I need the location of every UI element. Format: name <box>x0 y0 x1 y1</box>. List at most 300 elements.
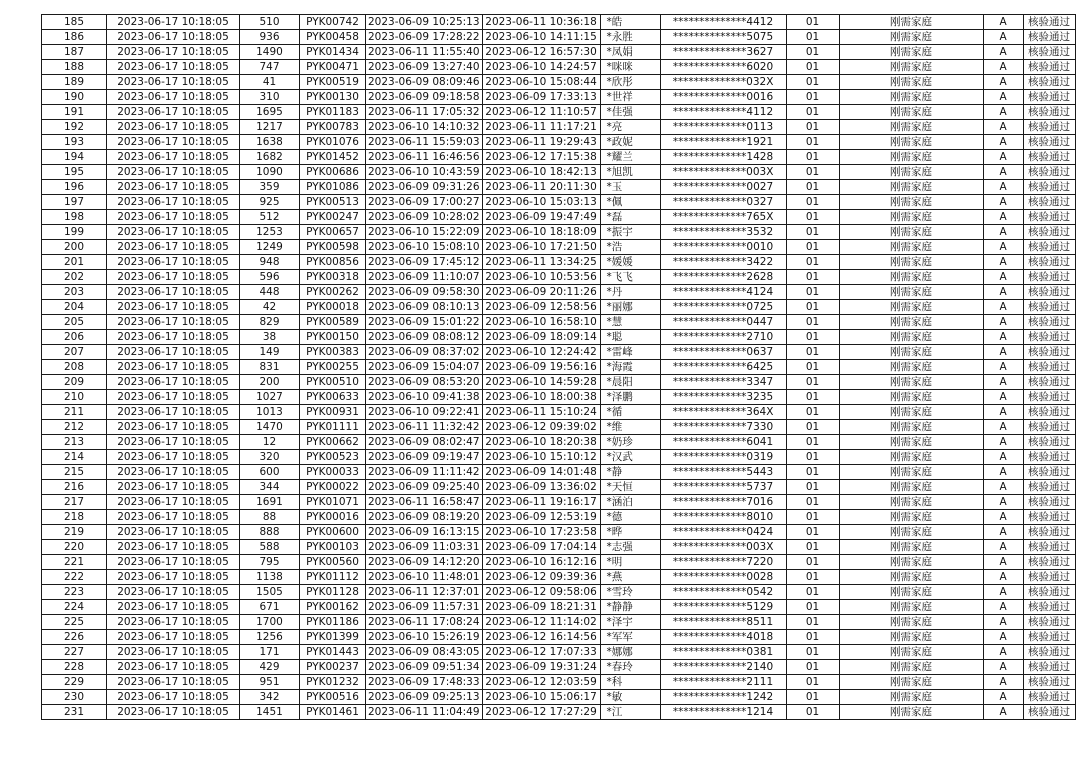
registration-id-cell: PYK00686 <box>300 165 366 180</box>
submit-time-cell: 2023-06-09 13:27:40 <box>366 60 483 75</box>
member-count-cell: 01 <box>786 315 839 330</box>
grade-cell: A <box>983 630 1023 645</box>
id-number-cell: **************0725 <box>660 300 786 315</box>
lottery-time-cell: 2023-06-17 10:18:05 <box>107 465 240 480</box>
submit-time-cell: 2023-06-11 11:55:40 <box>366 45 483 60</box>
seq-cell: 217 <box>42 495 107 510</box>
ticket-number-cell: 829 <box>240 315 300 330</box>
ticket-number-cell: 429 <box>240 660 300 675</box>
lottery-time-cell: 2023-06-17 10:18:05 <box>107 360 240 375</box>
seq-cell: 190 <box>42 90 107 105</box>
seq-cell: 209 <box>42 375 107 390</box>
lottery-time-cell: 2023-06-17 10:18:05 <box>107 555 240 570</box>
ticket-number-cell: 512 <box>240 210 300 225</box>
applicant-name-cell: *静 <box>600 465 660 480</box>
id-number-cell: **************0319 <box>660 450 786 465</box>
lottery-time-cell: 2023-06-17 10:18:05 <box>107 105 240 120</box>
review-time-cell: 2023-06-10 18:18:09 <box>482 225 600 240</box>
grade-cell: A <box>983 675 1023 690</box>
grade-cell: A <box>983 330 1023 345</box>
review-time-cell: 2023-06-12 09:39:36 <box>482 570 600 585</box>
registration-id-cell: PYK00516 <box>300 690 366 705</box>
applicant-name-cell: *丹 <box>600 285 660 300</box>
grade-cell: A <box>983 405 1023 420</box>
member-count-cell: 01 <box>786 660 839 675</box>
applicant-name-cell: *奶珍 <box>600 435 660 450</box>
member-count-cell: 01 <box>786 45 839 60</box>
table-row <box>42 15 1076 30</box>
ticket-number-cell: 831 <box>240 360 300 375</box>
ticket-number-cell: 1013 <box>240 405 300 420</box>
seq-cell: 208 <box>42 360 107 375</box>
seq-cell: 203 <box>42 285 107 300</box>
household-type-cell: 刚需家庭 <box>839 105 983 120</box>
id-number-cell: **************5075 <box>660 30 786 45</box>
lottery-time-cell: 2023-06-17 10:18:05 <box>107 645 240 660</box>
household-type-cell: 刚需家庭 <box>839 675 983 690</box>
verification-status-cell: 核验通过 <box>1023 570 1075 585</box>
ticket-number-cell: 936 <box>240 30 300 45</box>
verification-status-cell: 核验通过 <box>1023 495 1075 510</box>
registration-id-cell: PYK00458 <box>300 30 366 45</box>
submit-time-cell: 2023-06-09 17:28:22 <box>366 30 483 45</box>
lottery-time-cell: 2023-06-17 10:18:05 <box>107 120 240 135</box>
table-row <box>42 240 1076 255</box>
review-time-cell: 2023-06-12 09:39:02 <box>482 420 600 435</box>
grade-cell: A <box>983 420 1023 435</box>
review-time-cell: 2023-06-11 20:11:30 <box>482 180 600 195</box>
table-row <box>42 120 1076 135</box>
seq-cell: 198 <box>42 210 107 225</box>
seq-cell: 224 <box>42 600 107 615</box>
registration-id-cell: PYK00318 <box>300 270 366 285</box>
submit-time-cell: 2023-06-09 11:10:07 <box>366 270 483 285</box>
id-number-cell: **************0424 <box>660 525 786 540</box>
table-row <box>42 615 1076 630</box>
id-number-cell: **************1242 <box>660 690 786 705</box>
member-count-cell: 01 <box>786 495 839 510</box>
submit-time-cell: 2023-06-09 16:13:15 <box>366 525 483 540</box>
applicant-name-cell: *静静 <box>600 600 660 615</box>
lottery-time-cell: 2023-06-17 10:18:05 <box>107 345 240 360</box>
seq-cell: 195 <box>42 165 107 180</box>
grade-cell: A <box>983 690 1023 705</box>
grade-cell: A <box>983 360 1023 375</box>
seq-cell: 201 <box>42 255 107 270</box>
grade-cell: A <box>983 255 1023 270</box>
id-number-cell: **************3347 <box>660 375 786 390</box>
id-number-cell: **************2140 <box>660 660 786 675</box>
id-number-cell: **************5737 <box>660 480 786 495</box>
member-count-cell: 01 <box>786 150 839 165</box>
ticket-number-cell: 925 <box>240 195 300 210</box>
review-time-cell: 2023-06-09 13:36:02 <box>482 480 600 495</box>
household-type-cell: 刚需家庭 <box>839 585 983 600</box>
lottery-time-cell: 2023-06-17 10:18:05 <box>107 330 240 345</box>
submit-time-cell: 2023-06-10 15:08:10 <box>366 240 483 255</box>
submit-time-cell: 2023-06-09 15:04:07 <box>366 360 483 375</box>
household-type-cell: 刚需家庭 <box>839 210 983 225</box>
submit-time-cell: 2023-06-10 09:22:41 <box>366 405 483 420</box>
seq-cell: 199 <box>42 225 107 240</box>
household-type-cell: 刚需家庭 <box>839 345 983 360</box>
verification-status-cell: 核验通过 <box>1023 450 1075 465</box>
lottery-time-cell: 2023-06-17 10:18:05 <box>107 165 240 180</box>
household-type-cell: 刚需家庭 <box>839 540 983 555</box>
id-number-cell: **************0637 <box>660 345 786 360</box>
seq-cell: 207 <box>42 345 107 360</box>
table-row <box>42 150 1076 165</box>
ticket-number-cell: 1490 <box>240 45 300 60</box>
member-count-cell: 01 <box>786 630 839 645</box>
lottery-time-cell: 2023-06-17 10:18:05 <box>107 405 240 420</box>
grade-cell: A <box>983 300 1023 315</box>
applicant-name-cell: *永胜 <box>600 30 660 45</box>
review-time-cell: 2023-06-10 14:11:15 <box>482 30 600 45</box>
lottery-time-cell: 2023-06-17 10:18:05 <box>107 525 240 540</box>
household-type-cell: 刚需家庭 <box>839 465 983 480</box>
table-row <box>42 195 1076 210</box>
grade-cell: A <box>983 450 1023 465</box>
id-number-cell: **************8511 <box>660 615 786 630</box>
lottery-time-cell: 2023-06-17 10:18:05 <box>107 420 240 435</box>
grade-cell: A <box>983 540 1023 555</box>
grade-cell: A <box>983 90 1023 105</box>
seq-cell: 189 <box>42 75 107 90</box>
registration-id-cell: PYK00022 <box>300 480 366 495</box>
id-number-cell: **************8010 <box>660 510 786 525</box>
id-number-cell: **************0010 <box>660 240 786 255</box>
lottery-time-cell: 2023-06-17 10:18:05 <box>107 255 240 270</box>
lottery-time-cell: 2023-06-17 10:18:05 <box>107 435 240 450</box>
lottery-time-cell: 2023-06-17 10:18:05 <box>107 150 240 165</box>
applicant-name-cell: *泽鹏 <box>600 390 660 405</box>
ticket-number-cell: 448 <box>240 285 300 300</box>
member-count-cell: 01 <box>786 120 839 135</box>
seq-cell: 193 <box>42 135 107 150</box>
registration-id-cell: PYK01434 <box>300 45 366 60</box>
review-time-cell: 2023-06-10 12:24:42 <box>482 345 600 360</box>
verification-status-cell: 核验通过 <box>1023 240 1075 255</box>
member-count-cell: 01 <box>786 675 839 690</box>
verification-status-cell: 核验通过 <box>1023 300 1075 315</box>
seq-cell: 213 <box>42 435 107 450</box>
review-time-cell: 2023-06-09 19:47:49 <box>482 210 600 225</box>
seq-cell: 186 <box>42 30 107 45</box>
applicant-name-cell: *晔 <box>600 525 660 540</box>
household-type-cell: 刚需家庭 <box>839 570 983 585</box>
table-row <box>42 360 1076 375</box>
submit-time-cell: 2023-06-09 09:19:47 <box>366 450 483 465</box>
member-count-cell: 01 <box>786 60 839 75</box>
member-count-cell: 01 <box>786 525 839 540</box>
grade-cell: A <box>983 225 1023 240</box>
grade-cell: A <box>983 30 1023 45</box>
applicant-name-cell: *丽娜 <box>600 300 660 315</box>
verification-status-cell: 核验通过 <box>1023 540 1075 555</box>
submit-time-cell: 2023-06-09 08:02:47 <box>366 435 483 450</box>
submit-time-cell: 2023-06-11 15:59:03 <box>366 135 483 150</box>
id-number-cell: **************765X <box>660 210 786 225</box>
applicant-name-cell: *凤娟 <box>600 45 660 60</box>
registration-id-cell: PYK00633 <box>300 390 366 405</box>
applicant-name-cell: *世祥 <box>600 90 660 105</box>
member-count-cell: 01 <box>786 240 839 255</box>
id-number-cell: **************0027 <box>660 180 786 195</box>
table-row <box>42 90 1076 105</box>
ticket-number-cell: 1505 <box>240 585 300 600</box>
applicant-name-cell: *循 <box>600 405 660 420</box>
applicant-name-cell: *玉 <box>600 180 660 195</box>
grade-cell: A <box>983 510 1023 525</box>
ticket-number-cell: 1249 <box>240 240 300 255</box>
seq-cell: 227 <box>42 645 107 660</box>
id-number-cell: **************0327 <box>660 195 786 210</box>
seq-cell: 194 <box>42 150 107 165</box>
submit-time-cell: 2023-06-09 17:48:33 <box>366 675 483 690</box>
id-number-cell: **************032X <box>660 75 786 90</box>
submit-time-cell: 2023-06-09 09:58:30 <box>366 285 483 300</box>
verification-status-cell: 核验通过 <box>1023 525 1075 540</box>
applicant-name-cell: *燕 <box>600 570 660 585</box>
lottery-time-cell: 2023-06-17 10:18:05 <box>107 495 240 510</box>
review-time-cell: 2023-06-10 17:21:50 <box>482 240 600 255</box>
seq-cell: 231 <box>42 705 107 720</box>
member-count-cell: 01 <box>786 375 839 390</box>
registration-id-cell: PYK01076 <box>300 135 366 150</box>
seq-cell: 202 <box>42 270 107 285</box>
registration-id-cell: PYK00033 <box>300 465 366 480</box>
ticket-number-cell: 1470 <box>240 420 300 435</box>
review-time-cell: 2023-06-12 16:14:56 <box>482 630 600 645</box>
seq-cell: 219 <box>42 525 107 540</box>
member-count-cell: 01 <box>786 105 839 120</box>
member-count-cell: 01 <box>786 450 839 465</box>
household-type-cell: 刚需家庭 <box>839 315 983 330</box>
ticket-number-cell: 948 <box>240 255 300 270</box>
lottery-time-cell: 2023-06-17 10:18:05 <box>107 180 240 195</box>
applicant-name-cell: *海霞 <box>600 360 660 375</box>
registration-id-cell: PYK00519 <box>300 75 366 90</box>
table-row <box>42 660 1076 675</box>
seq-cell: 229 <box>42 675 107 690</box>
ticket-number-cell: 1027 <box>240 390 300 405</box>
grade-cell: A <box>983 345 1023 360</box>
verification-status-cell: 核验通过 <box>1023 165 1075 180</box>
submit-time-cell: 2023-06-11 16:58:47 <box>366 495 483 510</box>
lottery-time-cell: 2023-06-17 10:18:05 <box>107 375 240 390</box>
review-time-cell: 2023-06-11 11:17:21 <box>482 120 600 135</box>
id-number-cell: **************003X <box>660 165 786 180</box>
household-type-cell: 刚需家庭 <box>839 255 983 270</box>
applicant-name-cell: *军军 <box>600 630 660 645</box>
grade-cell: A <box>983 180 1023 195</box>
grade-cell: A <box>983 270 1023 285</box>
submit-time-cell: 2023-06-11 17:05:32 <box>366 105 483 120</box>
lottery-time-cell: 2023-06-17 10:18:05 <box>107 195 240 210</box>
registration-id-cell: PYK00513 <box>300 195 366 210</box>
ticket-number-cell: 1695 <box>240 105 300 120</box>
table-row <box>42 390 1076 405</box>
ticket-number-cell: 1451 <box>240 705 300 720</box>
grade-cell: A <box>983 105 1023 120</box>
review-time-cell: 2023-06-11 10:36:18 <box>482 15 600 30</box>
submit-time-cell: 2023-06-09 09:25:13 <box>366 690 483 705</box>
table-row <box>42 60 1076 75</box>
verification-status-cell: 核验通过 <box>1023 645 1075 660</box>
household-type-cell: 刚需家庭 <box>839 435 983 450</box>
household-type-cell: 刚需家庭 <box>839 330 983 345</box>
ticket-number-cell: 200 <box>240 375 300 390</box>
ticket-number-cell: 1090 <box>240 165 300 180</box>
registration-id-cell: PYK00662 <box>300 435 366 450</box>
household-type-cell: 刚需家庭 <box>839 480 983 495</box>
review-time-cell: 2023-06-11 13:34:25 <box>482 255 600 270</box>
review-time-cell: 2023-06-09 20:11:26 <box>482 285 600 300</box>
review-time-cell: 2023-06-10 14:59:28 <box>482 375 600 390</box>
applicant-name-cell: *汉武 <box>600 450 660 465</box>
applicant-name-cell: *志强 <box>600 540 660 555</box>
applicant-name-cell: *科 <box>600 675 660 690</box>
id-number-cell: **************2710 <box>660 330 786 345</box>
ticket-number-cell: 149 <box>240 345 300 360</box>
applicant-name-cell: *飞飞 <box>600 270 660 285</box>
lottery-time-cell: 2023-06-17 10:18:05 <box>107 480 240 495</box>
grade-cell: A <box>983 120 1023 135</box>
id-number-cell: **************3235 <box>660 390 786 405</box>
applicant-name-cell: *聪 <box>600 330 660 345</box>
registration-id-cell: PYK00742 <box>300 15 366 30</box>
verification-status-cell: 核验通过 <box>1023 105 1075 120</box>
registration-id-cell: PYK00931 <box>300 405 366 420</box>
submit-time-cell: 2023-06-10 15:26:19 <box>366 630 483 645</box>
household-type-cell: 刚需家庭 <box>839 360 983 375</box>
applicant-name-cell: *敏 <box>600 690 660 705</box>
review-time-cell: 2023-06-09 17:04:14 <box>482 540 600 555</box>
table-row <box>42 600 1076 615</box>
grade-cell: A <box>983 210 1023 225</box>
applicant-name-cell: *佩 <box>600 195 660 210</box>
household-type-cell: 刚需家庭 <box>839 525 983 540</box>
verification-status-cell: 核验通过 <box>1023 45 1075 60</box>
seq-cell: 222 <box>42 570 107 585</box>
grade-cell: A <box>983 60 1023 75</box>
seq-cell: 200 <box>42 240 107 255</box>
review-time-cell: 2023-06-10 15:03:13 <box>482 195 600 210</box>
table-row <box>42 300 1076 315</box>
review-time-cell: 2023-06-09 18:09:14 <box>482 330 600 345</box>
submit-time-cell: 2023-06-09 11:57:31 <box>366 600 483 615</box>
applicant-name-cell: *振宇 <box>600 225 660 240</box>
submit-time-cell: 2023-06-09 08:19:20 <box>366 510 483 525</box>
table-row <box>42 585 1076 600</box>
seq-cell: 211 <box>42 405 107 420</box>
grade-cell: A <box>983 165 1023 180</box>
verification-status-cell: 核验通过 <box>1023 675 1075 690</box>
submit-time-cell: 2023-06-09 17:00:27 <box>366 195 483 210</box>
applicant-name-cell: *娜娜 <box>600 645 660 660</box>
table-row <box>42 270 1076 285</box>
verification-status-cell: 核验通过 <box>1023 420 1075 435</box>
applicant-name-cell: *雪玲 <box>600 585 660 600</box>
grade-cell: A <box>983 660 1023 675</box>
ticket-number-cell: 1691 <box>240 495 300 510</box>
registration-id-cell: PYK01071 <box>300 495 366 510</box>
verification-status-cell: 核验通过 <box>1023 75 1075 90</box>
household-type-cell: 刚需家庭 <box>839 240 983 255</box>
seq-cell: 188 <box>42 60 107 75</box>
verification-status-cell: 核验通过 <box>1023 330 1075 345</box>
table-row <box>42 165 1076 180</box>
verification-status-cell: 核验通过 <box>1023 90 1075 105</box>
lottery-time-cell: 2023-06-17 10:18:05 <box>107 615 240 630</box>
member-count-cell: 01 <box>786 405 839 420</box>
review-time-cell: 2023-06-09 17:33:13 <box>482 90 600 105</box>
household-type-cell: 刚需家庭 <box>839 405 983 420</box>
member-count-cell: 01 <box>786 165 839 180</box>
lottery-time-cell: 2023-06-17 10:18:05 <box>107 270 240 285</box>
seq-cell: 192 <box>42 120 107 135</box>
table-row <box>42 30 1076 45</box>
verification-status-cell: 核验通过 <box>1023 600 1075 615</box>
member-count-cell: 01 <box>786 390 839 405</box>
member-count-cell: 01 <box>786 300 839 315</box>
household-type-cell: 刚需家庭 <box>839 150 983 165</box>
ticket-number-cell: 1217 <box>240 120 300 135</box>
lottery-time-cell: 2023-06-17 10:18:05 <box>107 570 240 585</box>
table-row <box>42 135 1076 150</box>
grade-cell: A <box>983 705 1023 720</box>
ticket-number-cell: 510 <box>240 15 300 30</box>
lottery-time-cell: 2023-06-17 10:18:05 <box>107 60 240 75</box>
household-type-cell: 刚需家庭 <box>839 165 983 180</box>
verification-status-cell: 核验通过 <box>1023 30 1075 45</box>
submit-time-cell: 2023-06-09 08:09:46 <box>366 75 483 90</box>
applicant-name-cell: *欣彤 <box>600 75 660 90</box>
table-row <box>42 510 1076 525</box>
id-number-cell: **************3532 <box>660 225 786 240</box>
member-count-cell: 01 <box>786 225 839 240</box>
household-type-cell: 刚需家庭 <box>839 420 983 435</box>
grade-cell: A <box>983 570 1023 585</box>
id-number-cell: **************6041 <box>660 435 786 450</box>
registration-id-cell: PYK01232 <box>300 675 366 690</box>
seq-cell: 196 <box>42 180 107 195</box>
ticket-number-cell: 1638 <box>240 135 300 150</box>
applicant-name-cell: *慧 <box>600 315 660 330</box>
verification-status-cell: 核验通过 <box>1023 285 1075 300</box>
registration-id-cell: PYK01112 <box>300 570 366 585</box>
table-row <box>42 630 1076 645</box>
review-time-cell: 2023-06-10 16:58:10 <box>482 315 600 330</box>
registration-id-cell: PYK00130 <box>300 90 366 105</box>
lottery-time-cell: 2023-06-17 10:18:05 <box>107 705 240 720</box>
applicant-name-cell: *浩 <box>600 240 660 255</box>
review-time-cell: 2023-06-09 14:01:48 <box>482 465 600 480</box>
ticket-number-cell: 1253 <box>240 225 300 240</box>
verification-status-cell: 核验通过 <box>1023 360 1075 375</box>
registration-id-cell: PYK00510 <box>300 375 366 390</box>
submit-time-cell: 2023-06-10 14:10:32 <box>366 120 483 135</box>
applicant-name-cell: *咪咪 <box>600 60 660 75</box>
applicant-name-cell: *春玲 <box>600 660 660 675</box>
submit-time-cell: 2023-06-11 12:37:01 <box>366 585 483 600</box>
id-number-cell: **************7220 <box>660 555 786 570</box>
grade-cell: A <box>983 285 1023 300</box>
lottery-time-cell: 2023-06-17 10:18:05 <box>107 240 240 255</box>
submit-time-cell: 2023-06-09 11:03:31 <box>366 540 483 555</box>
member-count-cell: 01 <box>786 435 839 450</box>
